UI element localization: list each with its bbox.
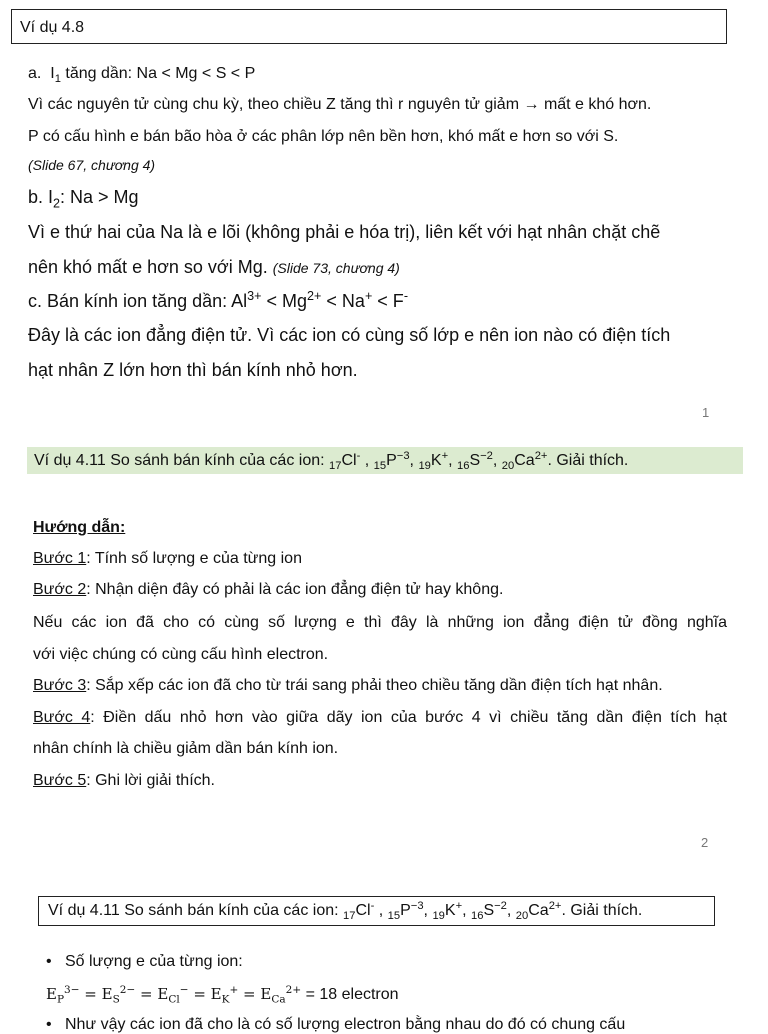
- ion-cl: Cl: [341, 452, 357, 469]
- part-c-text: c. Bán kính ion tăng dần: Al: [28, 291, 248, 311]
- al-charge: 3+: [247, 289, 262, 304]
- e-symbol: E: [210, 985, 222, 1003]
- step-2-label: Bước 2: [33, 581, 87, 598]
- charge-s: −2: [480, 449, 493, 462]
- example-title: Ví dụ 4.8: [20, 19, 85, 36]
- sup-k: +: [229, 984, 239, 997]
- slide-reference-2: (Slide 73, chương 4): [272, 260, 400, 276]
- part-b-explanation-1: Vì e thứ hai của Na là e lõi (không phải e hóa trị), liên kết với hạt nhân chặt chẽ: [28, 222, 661, 242]
- example-4-11-box: [38, 896, 715, 926]
- z-k: 19: [418, 459, 431, 472]
- separator: ,: [448, 452, 457, 469]
- step-2: [33, 581, 503, 599]
- step-4-continued: nhân chính là chiều giảm dần bán kính ion.: [33, 740, 339, 757]
- step-5: [33, 772, 215, 790]
- e-symbol: E: [46, 985, 57, 1003]
- e-symbol: E: [260, 985, 272, 1003]
- mg-symbol: < Mg: [261, 291, 308, 311]
- part-b-subscript: 2: [53, 196, 61, 211]
- z-ca: 20: [515, 909, 529, 922]
- part-b-line: [28, 187, 139, 211]
- charge-cl: -: [370, 899, 375, 912]
- z-ca: 20: [501, 459, 515, 472]
- banner-title-start: Ví dụ 4.11 So sánh bán kính của các ion:: [34, 452, 330, 469]
- charge-p: −3: [396, 449, 410, 462]
- bullet-electron-count: [46, 953, 243, 971]
- f-charge: -: [403, 289, 409, 304]
- charge-k: +: [441, 449, 449, 462]
- part-b-text: : Na > Mg: [60, 187, 139, 207]
- step-5-label: Bước 5: [33, 772, 87, 789]
- ion-k: K: [444, 902, 456, 919]
- mg-charge: 2+: [307, 289, 322, 304]
- ion-ca: Ca: [514, 452, 535, 469]
- ion-cl: Cl: [355, 902, 371, 919]
- charge-p: −3: [410, 899, 424, 912]
- z-s: 16: [471, 909, 484, 922]
- sup-s: 2−: [119, 984, 136, 997]
- part-c-explanation-1: Đây là các ion đẳng điện tử. Vì các ion có cùng số lớp e nên ion nào có điện tích: [28, 325, 671, 345]
- slide-reference-1: (Slide 67, chương 4): [28, 157, 156, 173]
- part-b-text2: nên khó mất e hơn so với Mg.: [28, 257, 268, 277]
- sup-p: 3−: [64, 984, 80, 997]
- part-a-prefix: a.: [28, 65, 42, 82]
- step-3-text: : Sắp xếp các ion đã cho từ trái sang phải theo chiều tăng dần điện tích hạt nhân.: [86, 677, 663, 694]
- separator: ,: [506, 902, 516, 919]
- separator: ,: [423, 902, 433, 919]
- electron-equation: [46, 985, 399, 1004]
- bullet-icon: •: [46, 1016, 52, 1033]
- step-1: [33, 550, 302, 568]
- step-1-text: : Tính số lượng e của từng ion: [86, 550, 302, 567]
- sup-ca: 2+: [285, 984, 302, 997]
- ionization-symbol: I: [50, 65, 55, 82]
- z-s: 16: [457, 459, 470, 472]
- bullet-partial: [46, 1016, 625, 1034]
- bullet-icon: •: [46, 953, 52, 970]
- z-cl: 17: [343, 909, 356, 922]
- equals: =: [135, 985, 158, 1003]
- ion-ca: Ca: [528, 902, 549, 919]
- step-4-text: : Điền dấu nhỏ hơn vào giữa dãy ion của bước 4 vì chiều tăng dần điện tích hạt: [90, 709, 727, 726]
- ion-k: K: [430, 452, 442, 469]
- part-a-line: [28, 65, 255, 83]
- part-c-line: [28, 291, 408, 312]
- step-2-text: : Nhận diện đây có phải là các ion đẳng điện tử hay không.: [86, 581, 504, 598]
- step-4: [33, 709, 727, 727]
- equals: =: [79, 985, 102, 1003]
- step-1-label: Bước 1: [33, 550, 87, 567]
- e-symbol: E: [157, 985, 169, 1003]
- step-3: [33, 677, 663, 695]
- part-a-explanation-2: P có cấu hình e bán bão hòa ở các phân lớp nên bền hơn, khó mất e hơn so với S.: [28, 128, 619, 145]
- sub-s: S: [112, 993, 120, 1006]
- z-cl: 17: [329, 459, 342, 472]
- ionization-subscript: 1: [54, 72, 61, 85]
- explanation-end: mất e khó hơn.: [543, 96, 652, 113]
- ion-p: P: [400, 902, 411, 919]
- isoelectronic-paragraph-1: Nếu các ion đã cho có cùng số lượng e thì đây là những ion đẳng điện tử đồng nghĩa: [33, 614, 727, 631]
- equals: =: [188, 985, 211, 1003]
- isoelectronic-paragraph-2: với việc chúng có cùng cấu hình electron.: [33, 646, 329, 663]
- part-c-explanation-2: hạt nhân Z lớn hơn thì bán kính nhỏ hơn.: [28, 360, 358, 380]
- charge-ca: 2+: [534, 449, 548, 462]
- na-charge: +: [364, 289, 373, 304]
- part-b-prefix: b. I: [28, 187, 54, 207]
- equals: =: [238, 985, 261, 1003]
- sup-cl: −: [179, 984, 189, 997]
- bullet-partial-text: Như vậy các ion đã cho là có số lượng electron bằng nhau do đó có chung cấu: [64, 1016, 626, 1033]
- step-5-text: : Ghi lời giải thích.: [86, 772, 215, 789]
- charge-ca: 2+: [548, 899, 562, 912]
- charge-cl: -: [356, 449, 361, 462]
- page-number-2: 2: [701, 835, 709, 850]
- separator: ,: [360, 452, 374, 469]
- box-title-end: . Giải thích.: [561, 902, 643, 919]
- example-title-box: [11, 9, 727, 44]
- f-symbol: < F: [372, 291, 404, 311]
- box-title-start: Ví dụ 4.11 So sánh bán kính của các ion:: [48, 902, 344, 919]
- part-a-text: tăng dần: Na < Mg < S < P: [60, 65, 256, 82]
- step-3-label: Bước 3: [33, 677, 87, 694]
- na-symbol: < Na: [321, 291, 365, 311]
- charge-k: +: [455, 899, 463, 912]
- z-p: 15: [387, 909, 401, 922]
- part-b-explanation-2: [28, 257, 400, 278]
- example-4-11-banner: [27, 447, 743, 474]
- part-a-explanation-1: [28, 96, 651, 114]
- equation-result: = 18 electron: [305, 986, 399, 1003]
- charge-s: −2: [494, 899, 507, 912]
- guide-heading: Hướng dẫn:: [33, 519, 126, 536]
- sub-p: P: [56, 993, 65, 1006]
- arrow-right-icon: →: [523, 96, 540, 113]
- separator: ,: [492, 452, 502, 469]
- ion-s: S: [469, 452, 481, 469]
- step-4-label: Bước 4: [33, 709, 91, 726]
- sub-ca: Ca: [271, 993, 286, 1006]
- ion-s: S: [483, 902, 495, 919]
- banner-title-end: . Giải thích.: [547, 452, 629, 469]
- separator: ,: [409, 452, 419, 469]
- bullet-text: Số lượng e của từng ion:: [64, 953, 243, 970]
- z-k: 19: [432, 909, 445, 922]
- explanation-text: Vì các nguyên tử cùng chu kỳ, theo chiều Z tăng thì r nguyên tử giảm: [28, 96, 520, 113]
- separator: ,: [462, 902, 471, 919]
- separator: ,: [374, 902, 388, 919]
- z-p: 15: [373, 459, 387, 472]
- page-number-1: 1: [702, 405, 710, 420]
- ion-p: P: [386, 452, 397, 469]
- sub-k: K: [221, 993, 230, 1006]
- sub-cl: Cl: [168, 993, 180, 1006]
- e-symbol: E: [101, 985, 113, 1003]
